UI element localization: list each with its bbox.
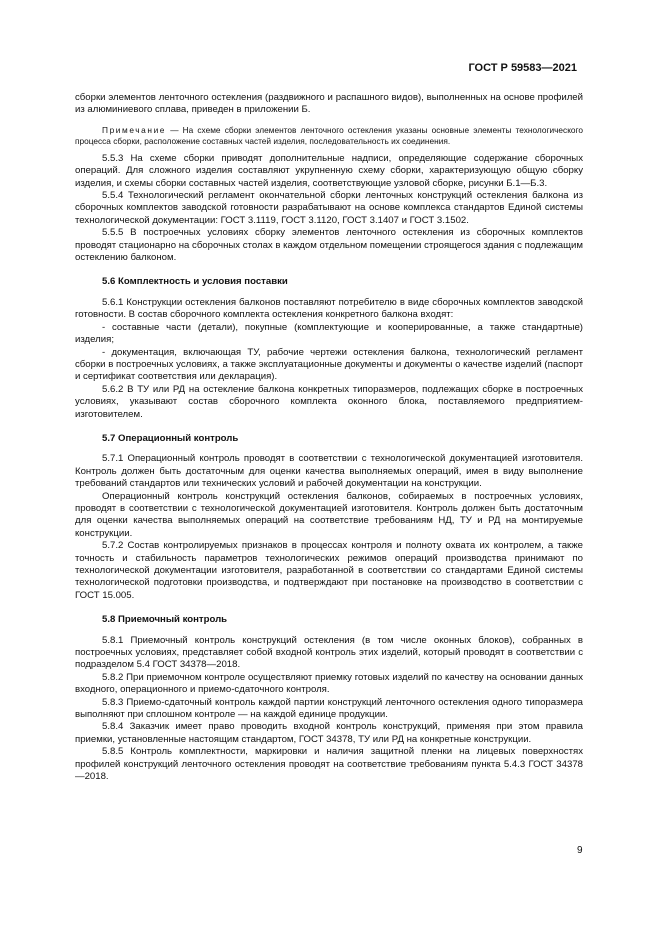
note-text: — На схеме сборки элементов ленточного остекления указаны основные элементы технологического процесса сборки, расположение составных частей изделия, последовательность их соединения. [75,124,583,146]
paragraph-5-7-1-cont: Операционный контроль конструкций остекления балконов, собираемых в построечных условиях, проводят в соответствии с технологической документацией изготовителя. Контроль должен быть достаточным для оценки качества выполняемых операций на соответствие требованиям НД, ТУ и РД на монтируемые конструкции. [75,490,583,539]
paragraph-5-8-1: 5.8.1 Приемочный контроль конструкций остекления (в том числе оконных блоков), собранных в построечных условиях, представляет собой входной контроль этих изделий, который проводят в соответствии с подразделом 5.4 ГОСТ 34378—2018. [75,634,583,671]
paragraph-5-6-1: 5.6.1 Конструкции остекления балконов поставляют потребителю в виде сборочных комплектов заводской готовности. В состав сборочного комплекта остекления конкретного балкона входят: [75,296,583,321]
note [75,125,583,147]
list-item-documentation: - документация, включающая ТУ, рабочие чертежи остекления балкона, технологический регламент сборки в построечных условиях, а также эксплуатационные документы и документы о качестве изделий (паспорт и сертификат соответствия или декларация). [75,346,583,383]
paragraph-5-8-2: 5.8.2 При приемочном контроле осуществляют приемку готовых изделий по качеству на основании данных входного, операционного и приемо-сдаточного контроля. [75,671,583,696]
paragraph-5-7-1: 5.7.1 Операционный контроль проводят в соответствии с технологической документацией изготовителя. Контроль должен быть достаточным для оценки качества выполняемых операций, имея в виду выполнение требований стандартов или технических условий и рабочей документации на конструкции. [75,453,583,490]
section-heading-5-7: 5.7 Операционный контроль [102,432,239,444]
paragraph-5-8-4: 5.8.4 Заказчик имеет право проводить входной контроль конструкций, применяя при этом правила приемки, установленные настоящим стандартом, ГОСТ 34378, ТУ или РД на конкретные конструкции. [75,721,583,745]
paragraph-continuation: сборки элементов ленточного остекления (раздвижного и распашного видов), выполненных на основе профилей из алюминиевого сплава, приведен в приложении Б. [75,92,583,116]
paragraph-5-6-2: 5.6.2 В ТУ или РД на остекление балкона конкретных типоразмеров, подлежащих сборке в построечных условиях, указывают состав сборочного комплекта оконного блока, поставляемого предприятием-изготовителем. [75,383,583,420]
paragraph-5-5-5: 5.5.5 В построечных условиях сборку элементов ленточного остекления из сборочных комплектов проводят стационарно на сборочных столах в каждом отдельном помещении строящегося здания с подлежащим остеклению балконом. [75,227,583,264]
paragraph-5-8-3: 5.8.3 Приемо-сдаточный контроль каждой партии конструкций ленточного остекления одного типоразмера выполняют при сплошном контроле — на каждой единице продукции. [75,696,583,721]
paragraph-5-7-2: 5.7.2 Состав контролируемых признаков в процессах контроля и полноту охвата их контролем, а также точность и стабильность параметров технологических режимов операций производства принимают по технологической документации изготовителя, разработанной в соответствии со стандартами Единой системы технологической подготовки производства, и подтверждают при постановке на производство в соответствии с ГОСТ 15.005. [75,540,583,601]
paragraph-5-5-4: 5.5.4 Технологический регламент окончательной сборки ленточных конструкций остекления балкона из сборочных комплектов заводской готовности разрабатывают на основе комплекса стандартов Единой системы технологической документации: ГОСТ 3.1119, ГОСТ 3.1120, ГОСТ 3.1407 и ГОСТ 3.1502. [75,190,583,226]
note-label: Примечание [102,124,167,135]
document-body [75,92,583,784]
paragraph-5-8-5: 5.8.5 Контроль комплектности, маркировки и наличия защитной пленки на лицевых поверхностях профилей конструкций ленточного остекления проводят на соответствие требованиям пункта 5.4.3 ГОСТ 34378—2018. [75,746,583,783]
list-item-components: - составные части (детали), покупные (комплектующие и кооперированные, а также стандартные) изделия; [75,321,583,346]
page-number: 9 [577,845,583,856]
section-heading-5-8: 5.8 Приемочный контроль [102,614,228,626]
paragraph-5-5-3: 5.5.3 На схеме сборки приводят дополнительные надписи, определяющие содержание сборочных операций. Для сложного изделия составляют укрупненную схему сборки, характеризующую общую сборку изделия, и схемы сборки составных частей изделия, соответствующие узловой сборке, рисунки Б.1—Б.3. [75,152,583,189]
standard-header: ГОСТ Р 59583—2021 [468,62,577,74]
section-heading-5-6: 5.6 Комплектность и условия поставки [102,276,288,288]
